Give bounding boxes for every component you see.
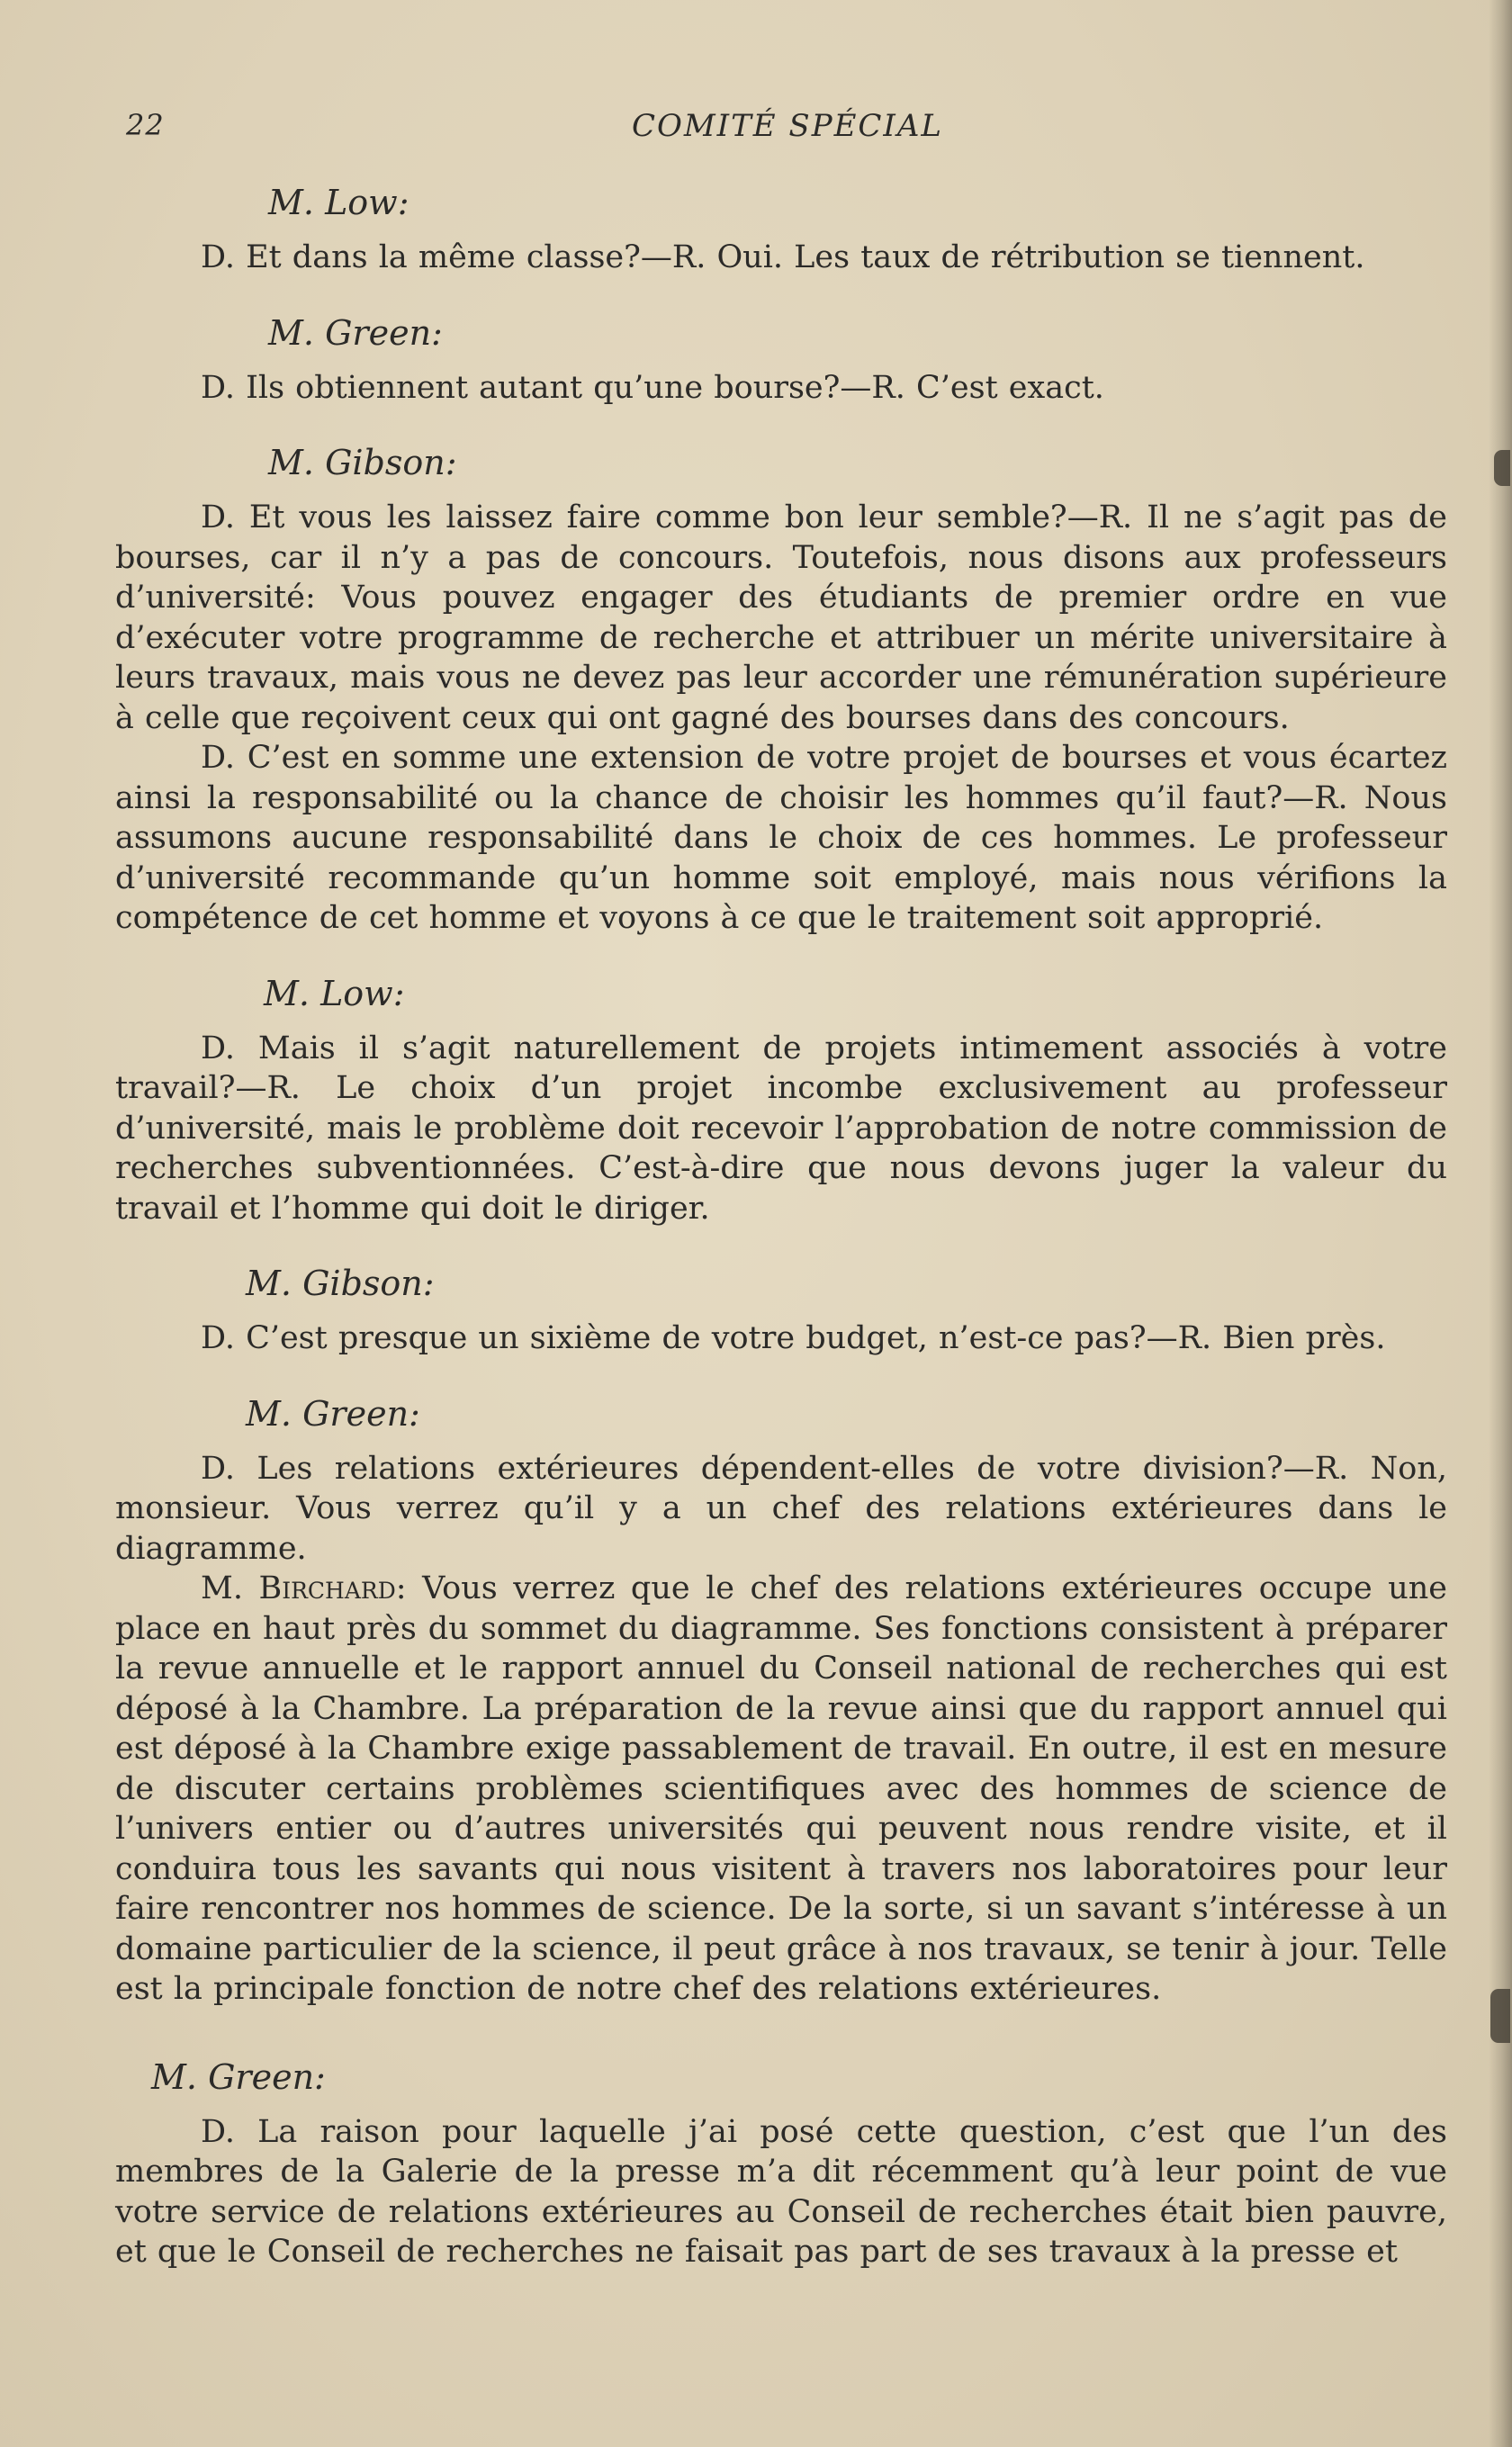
paragraph-text: Vous verrez que le chef des relations extérieures occupe une place en haut près du sommet du diagramme. Ses fonctions consistent à préparer la revue annuelle et le rapport annuel du Conseil national de recherches qui est déposé à la Chambre. La préparation de la revue ainsi que du rapport annuel qui est déposé à la Chambre exige passablement de travail. En outre, il est en mesure de discuter certains problèmes scientifiques avec des hommes de science de l’univers entier ou d’autres universités qui peuvent nous rendre visite, et il conduira tous les savants qui nous visitent à travers nos laboratoires pour leur faire rencontrer nos hommes de science. De la sorte, si un savant s’intéresse à un domaine particulier de la science, il peut grâce à nos travaux, se tenir à jour. Telle est la principale fonction de notre chef des relations extérieures. bbox=[115, 1570, 1447, 2007]
running-title: COMITÉ SPÉCIAL bbox=[631, 108, 943, 144]
speaker-label: M. Gibson: bbox=[246, 1264, 435, 1303]
binding-mark bbox=[1494, 450, 1510, 486]
page-number: 22 bbox=[126, 108, 165, 142]
paragraph: D. Les relations extérieures dépendent-elles de votre division?—R. Non, monsieur. Vous verrez qu’il y a un chef des relations extérieures dans le diagramme. bbox=[115, 1450, 1447, 1567]
paragraph: D. Et vous les laissez faire comme bon leur semble?—R. Il ne s’agit pas de bourses, car il n’y a pas de concours. Toutefois, nous disons aux professeurs d’université: Vous pouvez engager des étudiants de premier ordre en vue d’exécuter votre programme de recherche et attribuer un mérite universitaire à leurs travaux, mais vous ne devez pas leur accorder une rémunération supérieure à celle que reçoivent ceux qui ont gagné des bourses dans des concours. bbox=[115, 499, 1447, 736]
paragraph: D. La raison pour laquelle j’ai posé cette question, c’est que l’un des membres de la Galerie de la presse m’a dit récemment qu’à leur point de vue votre service de relations extérieures au Conseil de recherches était bien pauvre, et que le Conseil de recherches ne faisait pas part de ses travaux à la presse et bbox=[115, 2113, 1447, 2270]
speaker-label: M. Gibson: bbox=[268, 443, 457, 482]
paragraph: D. Et dans la même classe?—R. Oui. Les taux de rétribution se tiennent. bbox=[201, 239, 1365, 275]
speaker-label: M. Green: bbox=[151, 2056, 326, 2097]
body-text bbox=[115, 180, 1447, 2281]
page-edge-shadow bbox=[1489, 0, 1512, 2447]
speaker-label: M. Green: bbox=[246, 1393, 420, 1434]
paragraph bbox=[115, 1569, 1447, 2010]
paragraph: D. Mais il s’agit naturellement de projets intimement associés à votre travail?—R. Le choix d’un projet incombe exclusivement au professeur d’université, mais le problème doit recevoir l’approbation de notre commission de recherches subventionnées. C’est-à-dire que nous devons juger la valeur du travail et l’homme qui doit le diriger. bbox=[115, 1030, 1447, 1227]
speaker-label: M. Green: bbox=[268, 312, 443, 353]
page-header bbox=[126, 108, 1449, 153]
paragraph: D. Ils obtiennent autant qu’une bourse?—R. C’est exact. bbox=[201, 369, 1104, 406]
speaker-name-birchard: M. Birchard: bbox=[201, 1570, 407, 1606]
paragraph: D. C’est en somme une extension de votre projet de bourses et vous écartez ainsi la responsabilité ou la chance de choisir les hommes qu’il faut?—R. Nous assumons aucune responsabilité dans le choix de ces hommes. Le professeur d’université recommande qu’un homme soit employé, mais nous vérifions la compétence de cet homme et voyons à ce que le traitement soit approprié. bbox=[115, 740, 1447, 936]
speaker-label: M. Low: bbox=[268, 183, 410, 222]
speaker-label: M. Low: bbox=[264, 973, 405, 1013]
paragraph: D. C’est presque un sixième de votre budget, n’est-ce pas?—R. Bien près. bbox=[201, 1320, 1386, 1356]
binding-mark bbox=[1490, 1989, 1510, 2043]
